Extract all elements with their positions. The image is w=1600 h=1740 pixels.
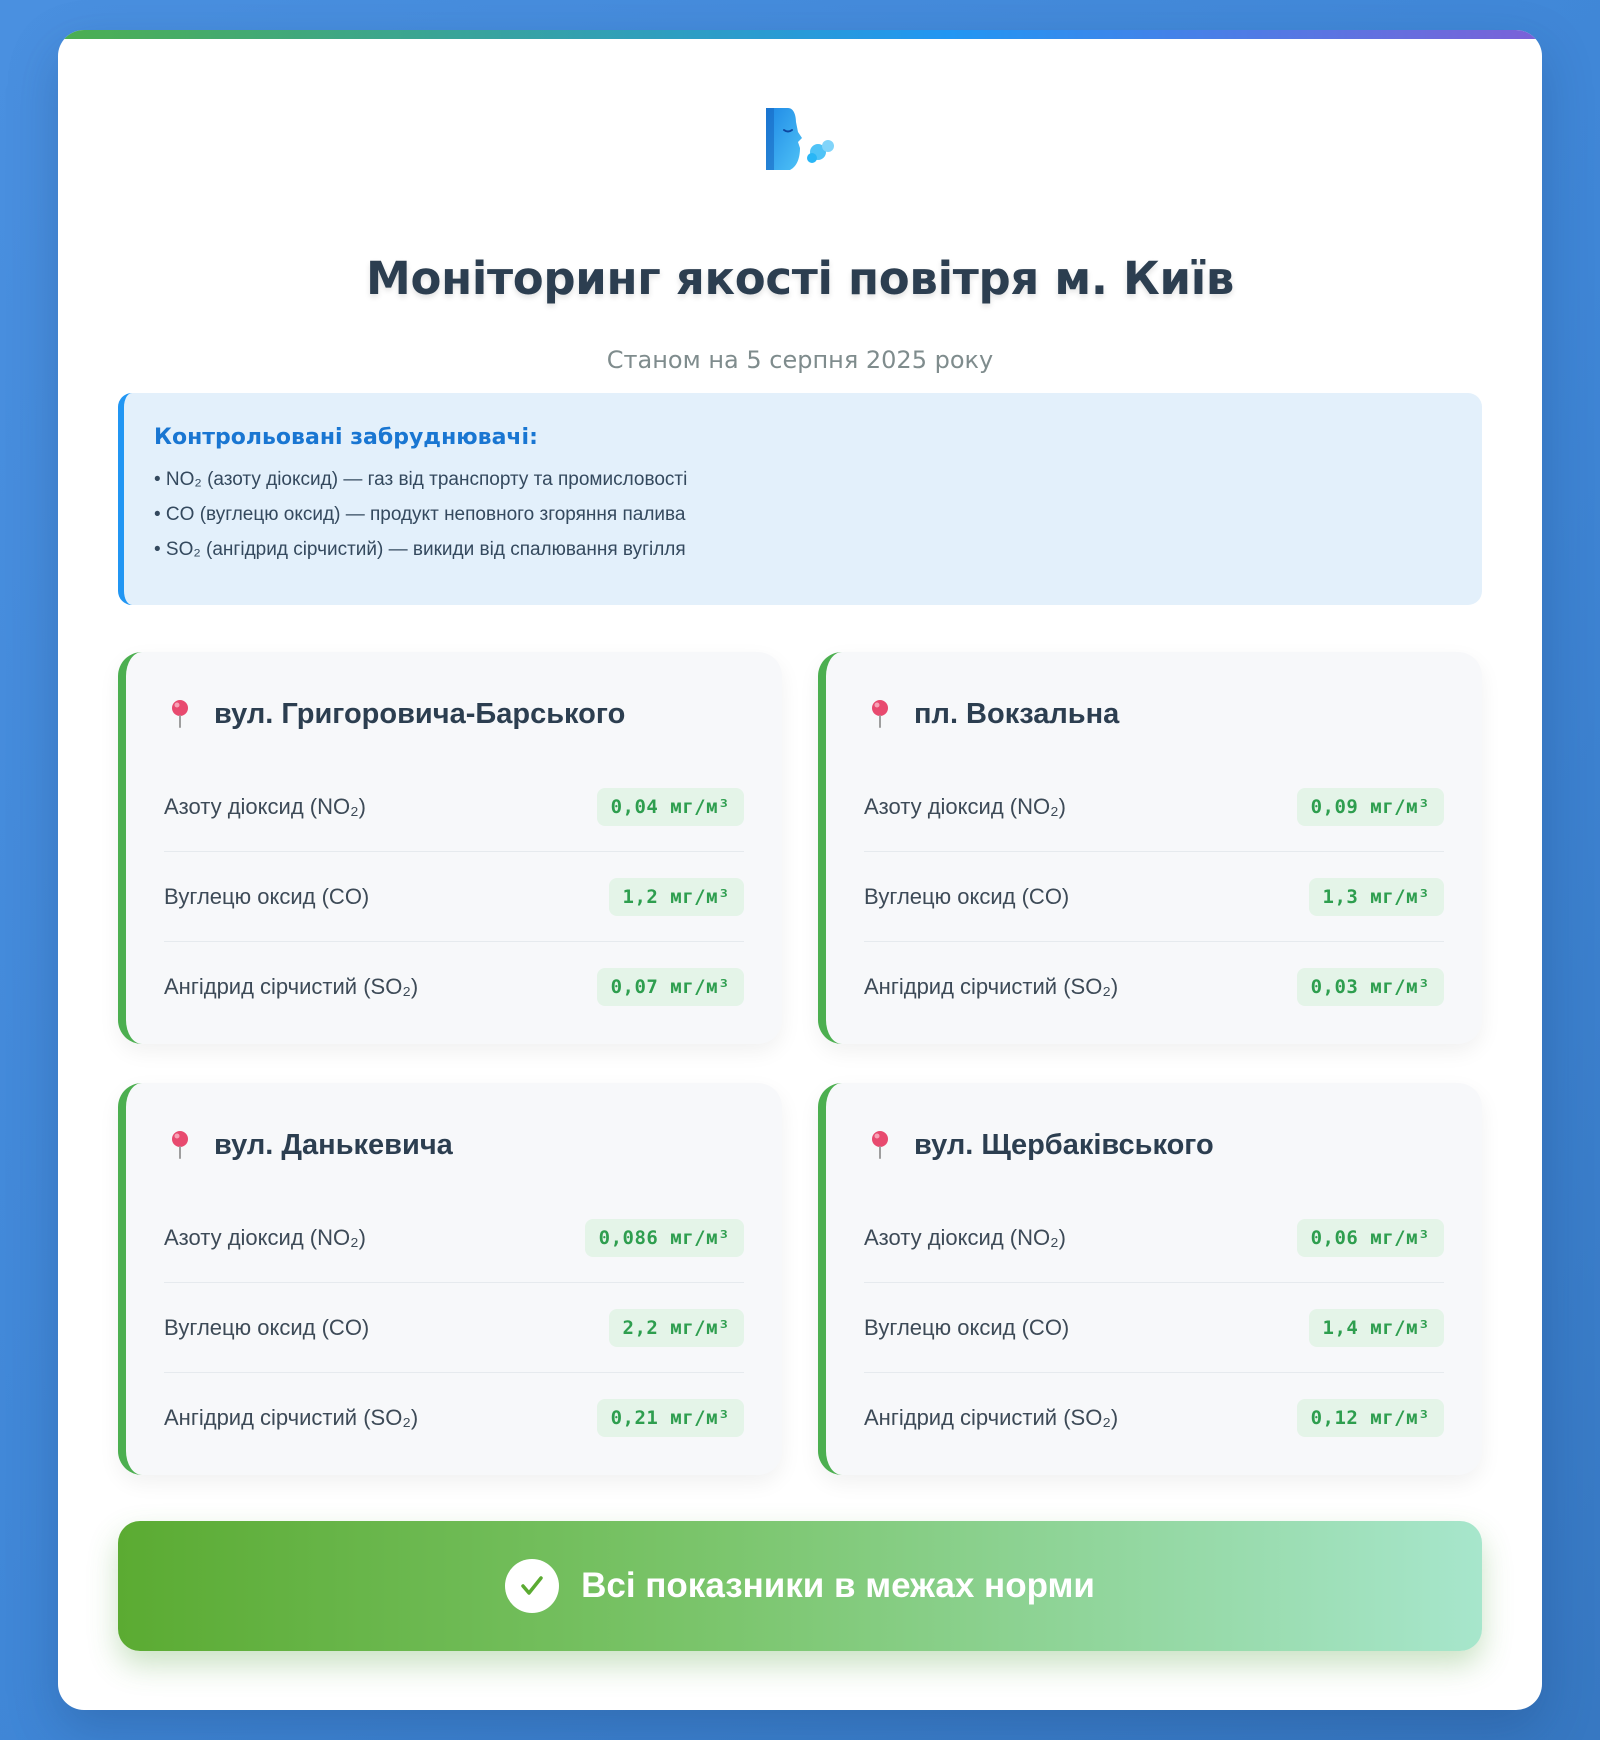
- face-blowing-air-icon: [762, 106, 838, 182]
- station-card: [118, 1083, 782, 1475]
- measurement-row-co: [164, 1283, 744, 1373]
- info-item-no2: • NO₂ (азоту діоксид) — газ від транспорту та промисловості: [154, 469, 688, 490]
- pollutants-info-box: [118, 393, 1482, 605]
- station-title: вул. Данькевича: [214, 1128, 453, 1161]
- measurement-value: 0,21 мг/м³: [597, 1399, 744, 1437]
- measurement-label: Вуглецю оксид (CO): [864, 883, 1070, 909]
- pin-icon: [168, 699, 192, 729]
- measurement-value: 0,04 мг/м³: [597, 788, 744, 826]
- measurement-row-co: [864, 1283, 1444, 1373]
- station-title: вул. Григоровича-Барського: [214, 697, 626, 730]
- measurement-label: Азоту діоксид (NO₂): [164, 793, 366, 819]
- measurement-label: Вуглецю оксид (CO): [164, 1314, 370, 1340]
- measurement-row-no2: [864, 762, 1444, 852]
- measurement-value: 0,12 мг/м³: [1297, 1399, 1444, 1437]
- measurement-label: Азоту діоксид (NO₂): [864, 1224, 1066, 1250]
- measurement-label: Азоту діоксид (NO₂): [164, 1224, 366, 1250]
- status-text: Всі показники в межах норми: [581, 1566, 1095, 1605]
- measurement-value: 0,03 мг/м³: [1297, 968, 1444, 1006]
- measurement-label: Ангідрид сірчистий (SO₂): [864, 974, 1119, 999]
- info-item-co: • CO (вуглецю оксид) — продукт неповного згоряння палива: [154, 504, 686, 525]
- station-card: [118, 652, 782, 1044]
- measurement-value: 0,06 мг/м³: [1297, 1219, 1444, 1257]
- measurement-label: Ангідрид сірчистий (SO₂): [164, 974, 419, 999]
- status-banner: [118, 1521, 1482, 1651]
- station-card: [818, 652, 1482, 1044]
- measurement-row-co: [864, 852, 1444, 942]
- measurement-value: 0,09 мг/м³: [1297, 788, 1444, 826]
- measurement-row-so2: [164, 942, 744, 1032]
- measurement-value: 2,2 мг/м³: [609, 1309, 744, 1347]
- check-mark-icon: [517, 1571, 547, 1601]
- measurement-label: Вуглецю оксид (CO): [864, 1314, 1070, 1340]
- pin-icon: [168, 1130, 192, 1160]
- measurement-value: 0,07 мг/м³: [597, 968, 744, 1006]
- measurement-row-no2: [164, 762, 744, 852]
- measurement-value: 0,086 мг/м³: [585, 1219, 744, 1257]
- station-header: [864, 692, 1444, 736]
- info-item-so2: • SO₂ (ангідрид сірчистий) — викиди від спалювання вугілля: [154, 539, 686, 560]
- measurement-row-so2: [864, 942, 1444, 1032]
- measurement-value: 1,3 мг/м³: [1309, 878, 1444, 916]
- measurement-row-co: [164, 852, 744, 942]
- pin-icon: [868, 699, 892, 729]
- measurement-label: Ангідрид сірчистий (SO₂): [164, 1405, 419, 1430]
- pin-icon: [868, 1130, 892, 1160]
- top-gradient-bar: [58, 30, 1542, 39]
- measurement-row-so2: [164, 1373, 744, 1463]
- measurement-value: 1,4 мг/м³: [1309, 1309, 1444, 1347]
- main-card: [58, 30, 1542, 1710]
- measurement-label: Ангідрид сірчистий (SO₂): [864, 1405, 1119, 1430]
- station-header: [864, 1123, 1444, 1167]
- measurement-label: Азоту діоксид (NO₂): [864, 793, 1066, 819]
- info-heading: Контрольовані забруднювачі:: [154, 425, 538, 450]
- station-title: вул. Щербаківського: [914, 1128, 1214, 1161]
- station-header: [164, 692, 744, 736]
- measurement-row-no2: [164, 1193, 744, 1283]
- station-header: [164, 1123, 744, 1167]
- page-title: Моніторинг якості повітря м. Київ: [365, 252, 1235, 305]
- station-title: пл. Вокзальна: [914, 697, 1120, 730]
- measurement-row-no2: [864, 1193, 1444, 1283]
- page-subtitle: Станом на 5 серпня 2025 року: [606, 346, 994, 374]
- measurement-value: 1,2 мг/м³: [609, 878, 744, 916]
- measurement-label: Вуглецю оксид (CO): [164, 883, 370, 909]
- check-icon: [505, 1559, 559, 1613]
- station-card: [818, 1083, 1482, 1475]
- measurement-row-so2: [864, 1373, 1444, 1463]
